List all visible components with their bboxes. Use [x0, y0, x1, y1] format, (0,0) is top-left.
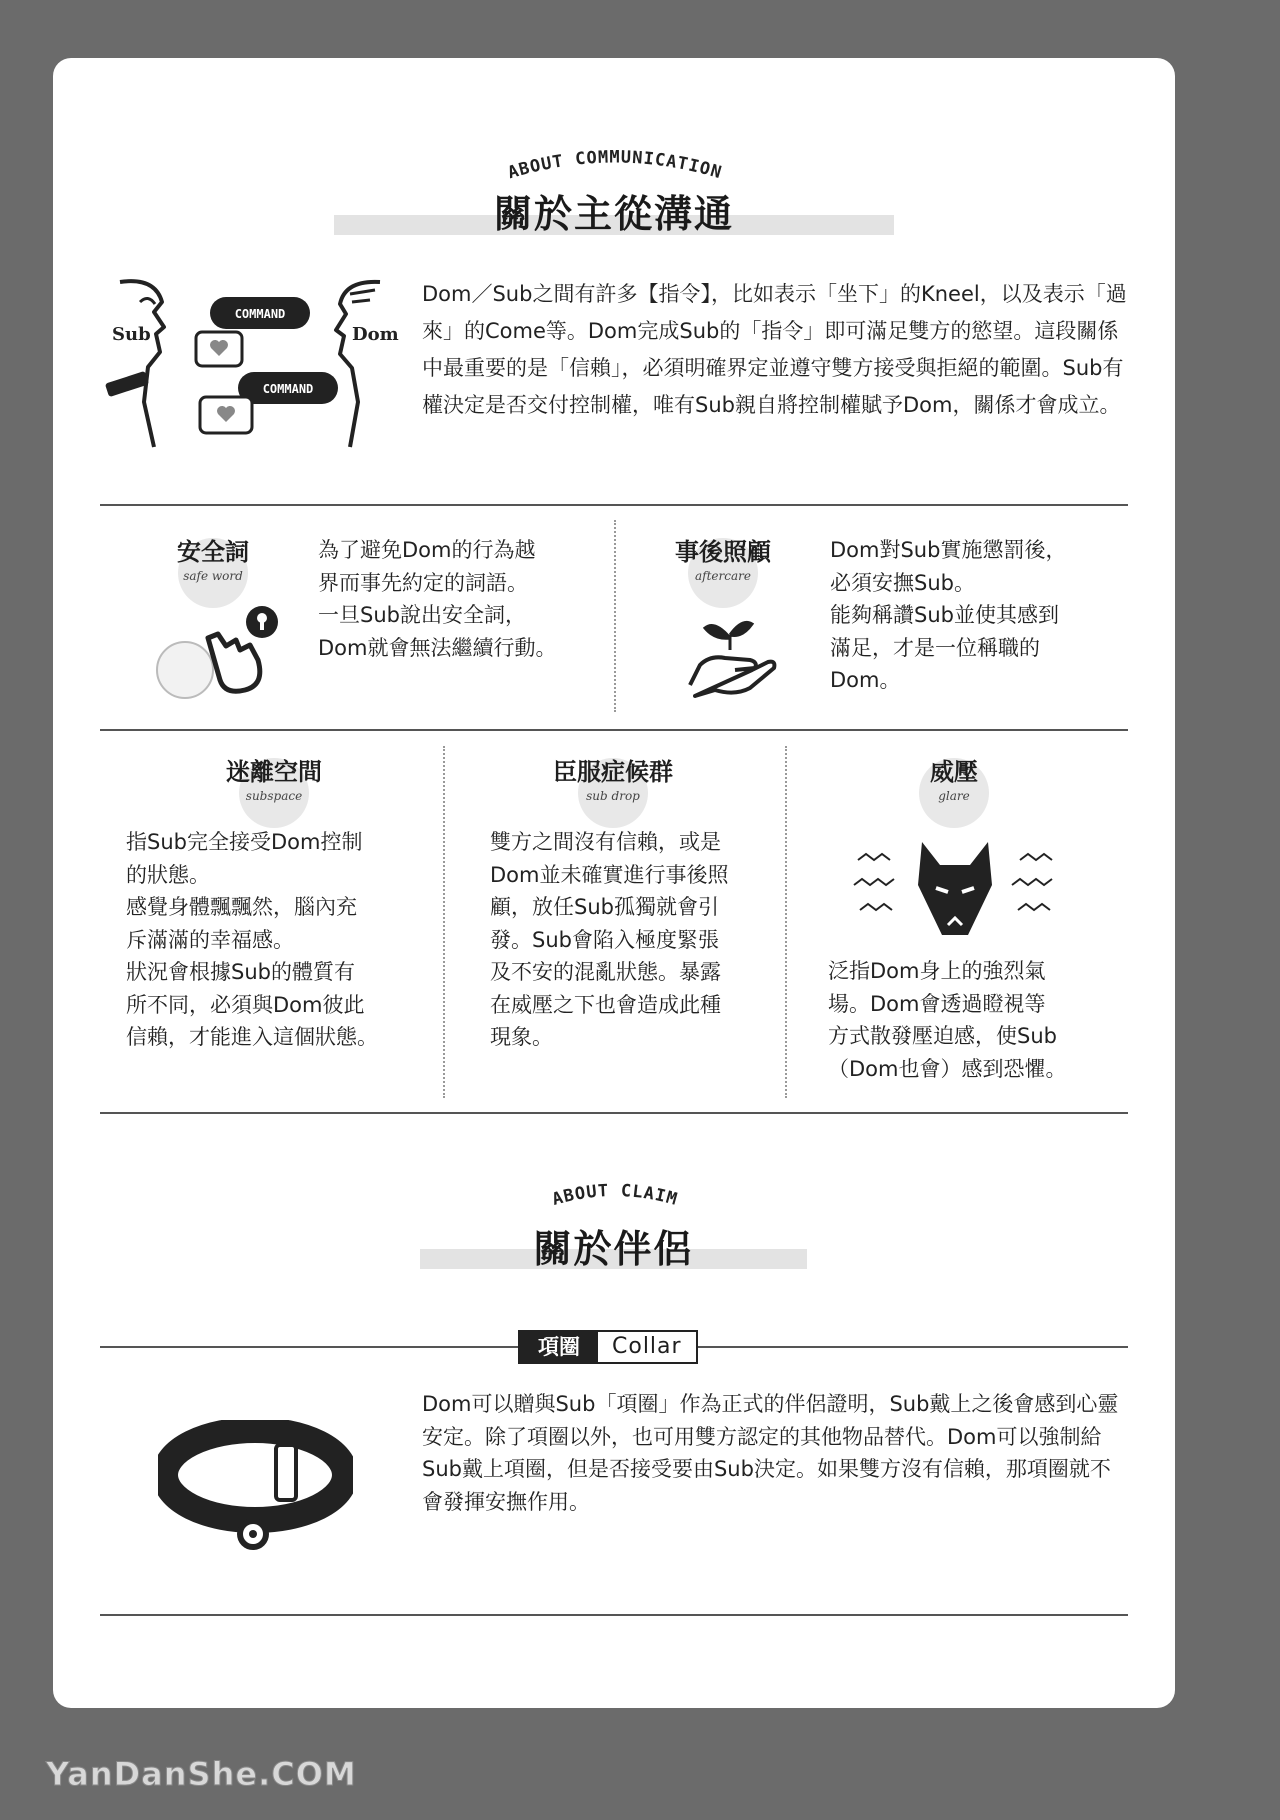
kicker-claim [530, 1172, 700, 1218]
collar-tag-en: Collar [612, 1334, 682, 1359]
term-glare-heading: 威壓 glare [874, 752, 1034, 803]
term-sub-drop-heading: 臣服症候群 sub drop [533, 752, 693, 803]
collar-tag [518, 1330, 698, 1364]
svg-text:COMMAND: COMMAND [234, 307, 286, 321]
wolf-icon [850, 830, 1060, 945]
term-safe-word-heading: 安全詞 safe word [133, 532, 293, 583]
svg-text:Sub: Sub [112, 324, 151, 345]
watermark: YanDanShe.COM [46, 1755, 357, 1793]
term-aftercare-desc: Dom對Sub實施懲罰後， 必須安撫Sub。 能夠稱讚Sub並使其感到 滿足，才是一位稱職的 Dom。 [830, 538, 1067, 692]
svg-text:ABOUT CLAIM: ABOUT CLAIM [550, 1181, 680, 1211]
collar-tag-zh: 項圈 [520, 1332, 598, 1362]
dom-sub-conversation-illustration [100, 272, 410, 457]
section-title-claim: 關於伴侶 [533, 1227, 694, 1271]
collar-text: Dom可以贈與Sub「項圈」作為正式的伴侶證明，Sub戴上之後會感到心靈安定。除了項圈以外，也可用雙方認定的其他物品替代。Dom可以強制給Sub戴上項圈，但是否接受要由Sub決定。如果雙方沒有信賴，那項圈就不會發揮安撫作用。 [422, 1392, 1119, 1514]
svg-text:ABOUT COMMUNICATION: ABOUT COMMUNICATION [505, 147, 725, 184]
term-sub-drop-desc: 雙方之間沒有信賴，或是 Dom並未確實進行事後照 顧，放任Sub孤獨就會引 發。Sub會陷入極度緊張 及不安的混亂狀態。暴露 在威壓之下也會造成此種 現象。 [490, 830, 729, 1049]
svg-text:Dom: Dom [352, 324, 399, 345]
term-subspace-heading: 迷離空間 subspace [194, 752, 354, 803]
key-hand-icon [150, 600, 280, 700]
vertical-divider [614, 520, 616, 712]
vertical-divider [443, 746, 445, 1098]
sprout-hand-icon [680, 610, 780, 700]
divider [100, 1112, 1128, 1114]
collar-small-icon [105, 371, 149, 397]
divider [100, 1614, 1128, 1616]
collar-icon [158, 1420, 353, 1555]
svg-text:COMMAND: COMMAND [262, 382, 314, 396]
divider [100, 504, 1128, 506]
communication-intro: Dom／Sub之間有許多【指令】，比如表示「坐下」的Kneel，以及表示「過來」的Come等。Dom完成Sub的「指令」即可滿足雙方的慾望。這段關係中最重要的是「信賴」，必須明確界定並遵守雙方接受與拒絕的範圍。Sub有權決定是否交付控制權，唯有Sub親自將控制權賦予Dom，關係才會成立。 [422, 282, 1127, 417]
term-subspace-desc: 指Sub完全接受Dom控制 的狀態。 感覺身體飄飄然，腦內充 斥滿滿的幸福感。 狀況會根據Sub的體質有 所不同，必須與Dom彼此 信賴，才能進入這個狀態。 [126, 830, 378, 1049]
divider [100, 729, 1128, 731]
section-title-communication: 關於主從溝通 [493, 192, 734, 236]
term-glare-desc: 泛指Dom身上的強烈氣 場。Dom會透過瞪視等 方式散發壓迫感，使Sub （Dom也會）感到恐懼。 [828, 959, 1067, 1081]
term-aftercare-heading: 事後照顧 aftercare [643, 532, 803, 583]
term-safe-word-desc: 為了避免Dom的行為越 界而事先約定的詞語。 一旦Sub說出安全詞， Dom就會無法繼續行動。 [318, 538, 557, 660]
vertical-divider [785, 746, 787, 1098]
